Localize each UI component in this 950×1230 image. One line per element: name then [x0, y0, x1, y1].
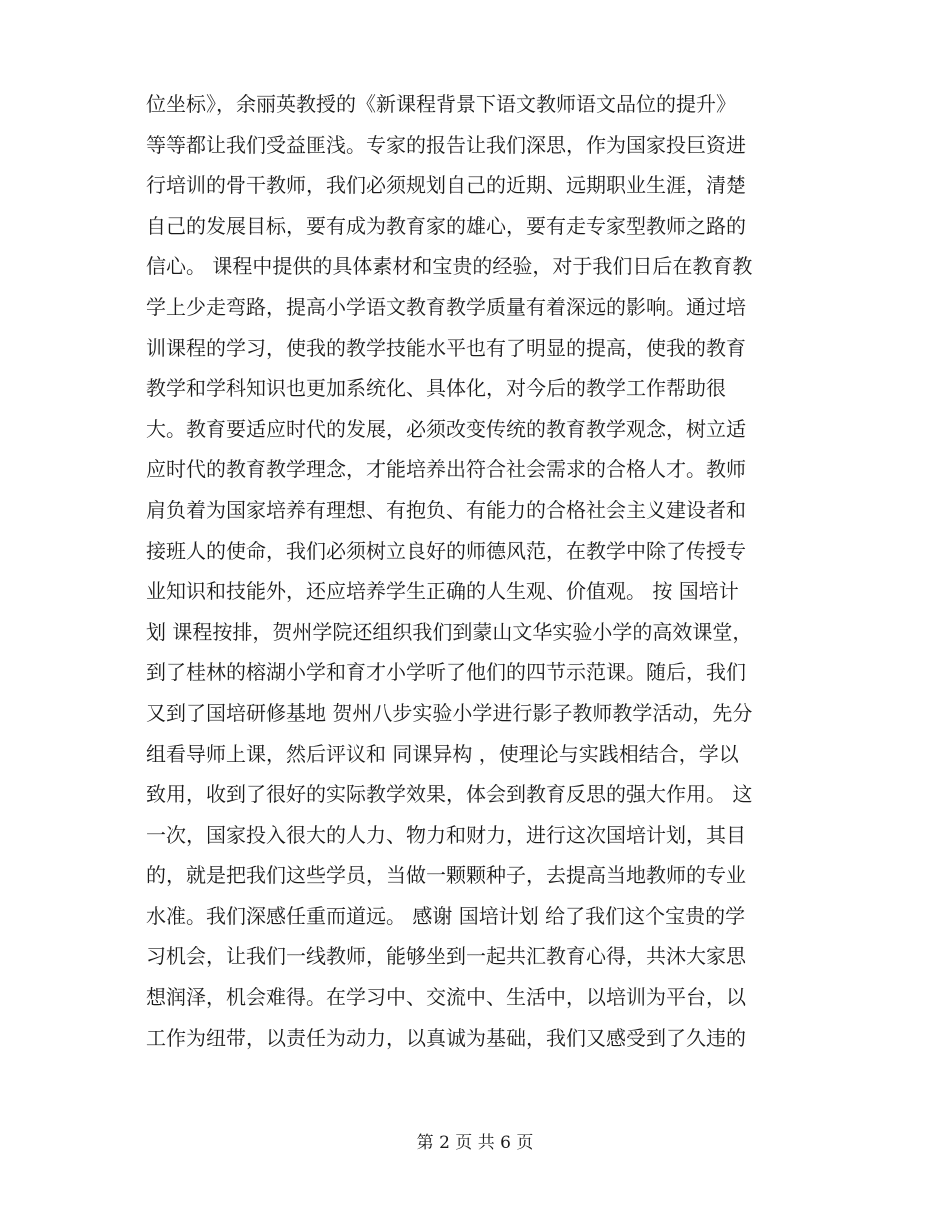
text-line: 等等都让我们受益匪浅。专家的报告让我们深思，作为国家投巨资进	[146, 132, 746, 157]
page-footer: 第 2 页 共 6 页	[416, 1133, 534, 1153]
text-line: 的，就是把我们这些学员，当做一颗颗种子，去提高当地教师的专业	[146, 863, 746, 888]
text-line: 水准。我们深感任重而道远。 感谢 国培计划 给了我们这个宝贵的学	[146, 903, 746, 928]
text-line: 又到了国培研修基地 贺州八步实验小学进行影子教师教学活动，先分	[146, 700, 753, 725]
body-text	[146, 84, 826, 1058]
text-line: 行培训的骨干教师，我们必须规划自己的近期、远期职业生涯，清楚	[146, 173, 746, 198]
text-line: 习机会，让我们一线教师，能够坐到一起共汇教育心得，共沐大家思	[146, 944, 746, 969]
text-line: 业知识和技能外，还应培养学生正确的人生观、价值观。 按 国培计	[146, 579, 739, 604]
text-line: 位坐标》，余丽英教授的《新课程背景下语文教师语文品位的提升》	[146, 92, 736, 116]
text-line: 到了桂林的榕湖小学和育才小学听了他们的四节示范课。随后，我们	[146, 660, 746, 685]
text-line: 工作为纽带，以责任为动力，以真诚为基础，我们又感受到了久违的	[146, 1025, 746, 1050]
text-line: 接班人的使命，我们必须树立良好的师德风范，在教学中除了传授专	[146, 538, 746, 563]
text-line: 教学和学科知识也更加系统化、具体化，对今后的教学工作帮助很	[146, 376, 726, 401]
text-line: 训课程的学习，使我的教学技能水平也有了明显的提高，使我的教育	[146, 335, 746, 360]
text-line: 自己的发展目标，要有成为教育家的雄心，要有走专家型教师之路的	[146, 213, 746, 238]
text-line: 划 课程按排，贺州学院还组织我们到蒙山文华实验小学的高效课堂，	[146, 619, 753, 644]
text-line: 应时代的教育教学理念，才能培养出符合社会需求的合格人才。教师	[146, 457, 746, 482]
text-line: 想润泽，机会难得。在学习中、交流中、生活中，以培训为平台，以	[146, 985, 746, 1010]
text-line: 组看导师上课，然后评议和 同课异构 ，使理论与实践相结合，学以	[146, 741, 739, 766]
text-line: 信心。 课程中提供的具体素材和宝贵的经验，对于我们日后在教育教	[146, 254, 753, 279]
text-line: 大。教育要适应时代的发展，必须改变传统的教育教学观念，树立适	[146, 416, 746, 441]
text-line: 肩负着为国家培养有理想、有抱负、有能力的合格社会主义建设者和	[146, 497, 746, 522]
text-line: 一次，国家投入很大的人力、物力和财力，进行这次国培计划，其目	[146, 822, 746, 847]
text-line: 致用，收到了很好的实际教学效果，体会到教育反思的强大作用。 这	[146, 782, 753, 807]
text-line: 学上少走弯路，提高小学语文教育教学质量有着深远的影响。通过培	[146, 294, 746, 319]
